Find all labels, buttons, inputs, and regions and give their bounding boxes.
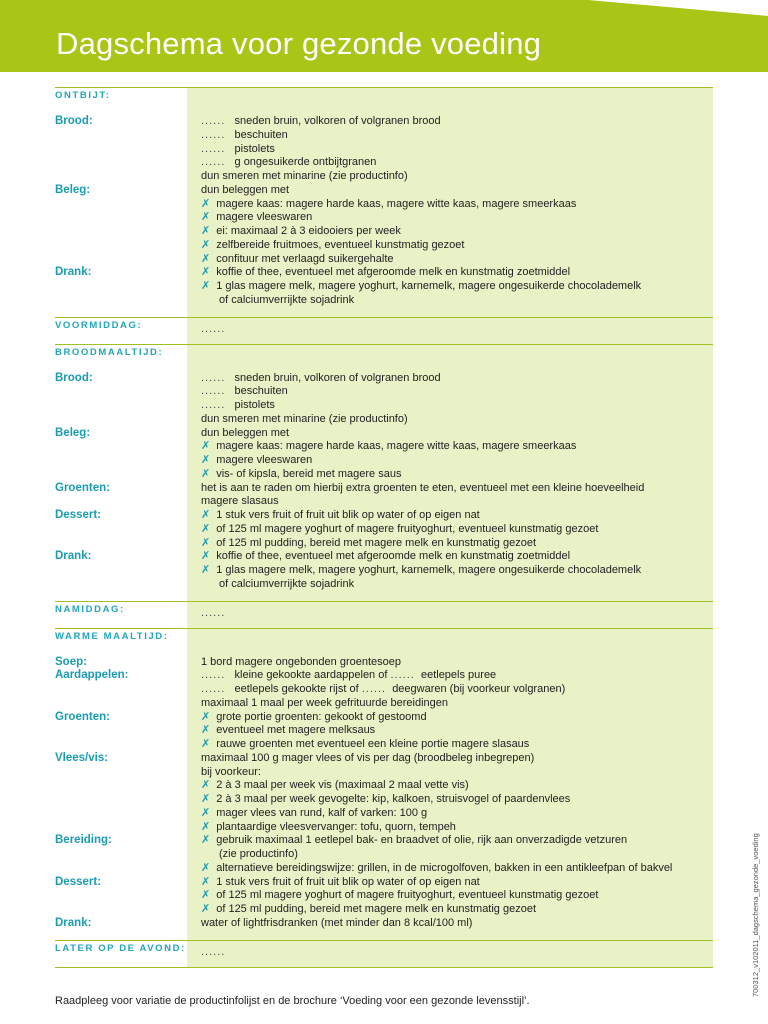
item-text: beschuiten xyxy=(234,385,288,398)
placeholder-dots: ...... xyxy=(201,115,226,127)
item-text: magere vleeswaren xyxy=(216,454,313,466)
list-item xyxy=(201,834,627,847)
list-item xyxy=(201,225,401,238)
check-icon: ✗ xyxy=(201,550,211,563)
item-text: of 125 ml magere yoghurt of magere fruityoghurt, eventueel kunstmatig gezoet xyxy=(216,889,599,902)
section-panel xyxy=(187,602,713,628)
placeholder-dots: ...... xyxy=(201,669,226,682)
check-icon: ✗ xyxy=(201,536,211,549)
list-item xyxy=(201,917,472,930)
row-label: Groenten: xyxy=(55,481,110,494)
item-text: deegwaren (bij voorkeur volgranen) xyxy=(392,683,566,695)
row-label: Bereiding: xyxy=(55,834,112,847)
item-text: 2 à 3 maal per week vis (maximaal 2 maal vette vis) xyxy=(216,779,469,792)
placeholder-dots: ...... xyxy=(201,683,226,695)
list-item xyxy=(201,779,469,792)
item-text: rauwe groenten met eventueel een kleine portie magere slasaus xyxy=(216,738,530,750)
check-icon: ✗ xyxy=(201,225,211,237)
check-icon: ✗ xyxy=(201,710,211,723)
list-item xyxy=(201,537,536,550)
section-rule xyxy=(55,940,713,941)
check-icon: ✗ xyxy=(201,724,211,737)
item-text: koffie of thee, eventueel met afgeroomde melk en kunstmatig zoetmiddel xyxy=(216,550,571,563)
item-text: dun smeren met minarine (zie productinfo) xyxy=(201,170,408,182)
check-icon: ✗ xyxy=(201,454,211,466)
check-icon: ✗ xyxy=(201,266,211,279)
list-item xyxy=(201,669,496,682)
placeholder-dots: ...... xyxy=(201,371,226,384)
item-text: dun smeren met minarine (zie productinfo) xyxy=(201,412,408,425)
section-title: WARME MAALTIJD: xyxy=(55,630,169,642)
row-label: Dessert: xyxy=(55,509,102,521)
item-text: 1 glas magere melk, magere yoghurt, karnemelk, magere ongesuikerde chocolademelk xyxy=(216,564,642,576)
check-icon: ✗ xyxy=(201,820,211,833)
list-item xyxy=(201,683,565,696)
header-notch xyxy=(588,0,768,16)
item-text: magere slasaus xyxy=(201,495,279,508)
list-item xyxy=(201,454,312,467)
section-rule xyxy=(55,87,713,88)
row-label: Brood: xyxy=(55,115,93,127)
item-text: of 125 ml magere yoghurt of magere fruityoghurt, eventueel kunstmatig gezoet xyxy=(216,522,599,535)
check-icon: ✗ xyxy=(201,793,211,805)
item-text: of calciumverrijkte sojadrink xyxy=(219,577,355,590)
gap xyxy=(225,115,234,127)
header-bar xyxy=(0,0,768,72)
item-text: dun beleggen met xyxy=(201,426,290,439)
list-item xyxy=(201,427,289,440)
placeholder-dots: ...... xyxy=(201,156,226,169)
item-text: 1 bord magere ongebonden groentesoep xyxy=(201,655,401,668)
row-label: Dessert: xyxy=(55,875,102,888)
document-code: 700312_v102011_dagschema_gezonde_voeding xyxy=(751,833,760,997)
gap xyxy=(225,143,234,155)
list-item xyxy=(219,294,354,307)
placeholder-dots: ...... xyxy=(201,128,226,141)
section-panel xyxy=(187,941,713,967)
item-text: 1 stuk vers fruit of fruit uit blik op water of op eigen nat xyxy=(216,875,480,888)
item-text: water of lightfrisdranken (met minder dan 8 kcal/100 ml) xyxy=(201,916,473,929)
check-icon: ✗ xyxy=(201,861,211,874)
section-dots: ...... xyxy=(201,322,226,335)
row-label: Drank: xyxy=(55,550,92,563)
section-rule xyxy=(55,628,713,629)
list-item xyxy=(201,413,408,426)
section-title: BROODMAALTIJD: xyxy=(55,346,164,358)
gap xyxy=(225,399,234,411)
section-title: NAMIDDAG: xyxy=(55,603,125,615)
page-title: Dagschema voor gezonde voeding xyxy=(56,26,542,61)
item-text: magere vleeswaren xyxy=(216,211,313,224)
list-item xyxy=(201,862,672,875)
list-item xyxy=(201,509,480,522)
list-item xyxy=(201,184,289,197)
list-item xyxy=(201,889,598,902)
placeholder-dots: ...... xyxy=(201,399,226,411)
check-icon: ✗ xyxy=(201,238,211,251)
list-item xyxy=(201,903,536,916)
section-panel xyxy=(187,318,713,344)
list-item xyxy=(219,578,354,591)
item-text: eetlepels puree xyxy=(420,669,497,682)
item-text: bij voorkeur: xyxy=(201,765,261,778)
list-item xyxy=(201,170,408,183)
check-icon: ✗ xyxy=(201,779,211,792)
list-item xyxy=(201,468,401,481)
item-text: maximaal 1 maal per week gefrituurde bereidingen xyxy=(201,696,449,709)
list-item xyxy=(201,711,427,724)
section-rule xyxy=(55,344,713,345)
list-item xyxy=(201,440,576,453)
list-item xyxy=(201,724,375,737)
check-icon: ✗ xyxy=(201,903,211,915)
list-item xyxy=(219,848,298,861)
item-text: pistolets xyxy=(234,142,275,155)
item-text: kleine gekookte aardappelen of xyxy=(234,669,388,682)
list-item xyxy=(201,495,279,508)
section-rule xyxy=(55,317,713,318)
check-icon: ✗ xyxy=(201,889,211,902)
row-label: Aardappelen: xyxy=(55,669,129,682)
gap xyxy=(225,129,234,141)
section-title: LATER OP DE AVOND: xyxy=(55,942,186,954)
item-text: magere kaas: magere harde kaas, magere witte kaas, magere smeerkaas xyxy=(216,440,577,453)
gap xyxy=(225,156,234,168)
item-text: pistolets xyxy=(234,399,275,411)
section-title: ONTBIJT: xyxy=(55,90,111,101)
list-item xyxy=(201,385,288,398)
list-item xyxy=(201,280,641,293)
item-text: gebruik maximaal 1 eetlepel bak- en braadvet of olie, rijk aan onverzadigde vetzuren xyxy=(216,834,628,847)
list-item xyxy=(201,198,576,211)
list-item xyxy=(201,752,534,765)
item-text: g ongesuikerde ontbijtgranen xyxy=(234,156,377,169)
list-item xyxy=(201,656,401,669)
section-rule xyxy=(55,967,713,968)
list-item xyxy=(201,115,441,128)
item-text: of 125 ml pudding, bereid met magere melk en kunstmatig gezoet xyxy=(216,903,537,915)
check-icon: ✗ xyxy=(201,197,211,210)
list-item xyxy=(201,793,570,806)
list-item xyxy=(201,738,529,751)
check-icon: ✗ xyxy=(201,280,211,292)
item-text: maximaal 100 g mager vlees of vis per dag (broodbeleg inbegrepen) xyxy=(201,751,535,764)
item-text: vis- of kipsla, bereid met magere saus xyxy=(216,467,402,480)
check-icon: ✗ xyxy=(201,806,211,819)
row-label: Soep: xyxy=(55,655,87,668)
gap xyxy=(225,669,234,681)
gap xyxy=(225,683,234,695)
check-icon: ✗ xyxy=(201,564,211,576)
check-icon: ✗ xyxy=(201,509,211,521)
list-item xyxy=(201,550,570,563)
list-item xyxy=(201,399,275,412)
row-label: Drank: xyxy=(55,266,92,279)
row-label: Brood: xyxy=(55,371,93,384)
item-text: (zie productinfo) xyxy=(219,848,298,860)
list-item xyxy=(201,156,376,169)
placeholder-dots: ...... xyxy=(201,142,226,155)
item-text: alternatieve bereidingswijze: grillen, in de microgolfoven, bakken in een antikleefpan of bakvel xyxy=(216,861,673,874)
item-text: koffie of thee, eventueel met afgeroomde melk en kunstmatig zoetmiddel xyxy=(216,266,571,279)
section-dots: ...... xyxy=(201,945,226,958)
item-text: confituur met verlaagd suikergehalte xyxy=(216,252,394,265)
row-label: Vlees/vis: xyxy=(55,751,109,764)
item-text: 1 glas magere melk, magere yoghurt, karnemelk, magere ongesuikerde chocolademelk xyxy=(216,280,642,292)
list-item xyxy=(201,266,570,279)
item-text: of calciumverrijkte sojadrink xyxy=(219,293,355,306)
list-item xyxy=(201,564,641,577)
gap xyxy=(225,372,234,384)
section-dots: ...... xyxy=(201,606,226,619)
row-label: Beleg: xyxy=(55,426,91,439)
item-text: eetlepels gekookte rijst of xyxy=(234,683,359,695)
item-text: sneden bruin, volkoren of volgranen brood xyxy=(234,115,441,127)
item-text: beschuiten xyxy=(234,128,288,141)
row-label: Beleg: xyxy=(55,183,91,196)
placeholder-dots: ...... xyxy=(361,683,387,695)
section-rule xyxy=(55,601,713,602)
item-text: magere kaas: magere harde kaas, magere witte kaas, magere smeerkaas xyxy=(216,197,577,210)
section-title: VOORMIDDAG: xyxy=(55,319,143,331)
gap xyxy=(225,385,234,397)
list-item xyxy=(201,523,598,536)
list-item xyxy=(201,253,394,266)
row-label: Drank: xyxy=(55,916,92,929)
check-icon: ✗ xyxy=(201,522,211,535)
list-item xyxy=(201,766,261,779)
item-text: 2 à 3 maal per week gevogelte: kip, kalkoen, struisvogel of paardenvlees xyxy=(216,793,571,805)
list-item xyxy=(201,876,480,889)
item-text: mager vlees van rund, kalf of varken: 100 g xyxy=(216,806,428,819)
item-text: 1 stuk vers fruit of fruit uit blik op water of op eigen nat xyxy=(216,509,480,521)
check-icon: ✗ xyxy=(201,467,211,480)
item-text: plantaardige vleesvervanger: tofu, quorn, tempeh xyxy=(216,820,456,833)
item-text: eventueel met magere melksaus xyxy=(216,724,376,737)
check-icon: ✗ xyxy=(201,738,211,750)
placeholder-dots: ...... xyxy=(201,385,226,398)
list-item xyxy=(201,372,441,385)
item-text: of 125 ml pudding, bereid met magere melk en kunstmatig gezoet xyxy=(216,536,537,549)
item-text: ei: maximaal 2 à 3 eidooiers per week xyxy=(216,225,401,237)
placeholder-dots: ...... xyxy=(390,669,415,682)
item-text: zelfbereide fruitmoes, eventueel kunstmatig gezoet xyxy=(216,238,465,251)
item-text: het is aan te raden om hierbij extra groenten te eten, eventueel met een kleine hoeveelheid xyxy=(201,481,645,494)
row-label: Groenten: xyxy=(55,710,110,723)
list-item xyxy=(201,697,448,710)
list-item xyxy=(201,807,427,820)
item-text: grote portie groenten: gekookt of gestoomd xyxy=(216,710,427,723)
footer-note: Raadpleeg voor variatie de productinfolijst en de brochure ‘Voeding voor een gezonde levensstijl’. xyxy=(55,995,530,1007)
check-icon: ✗ xyxy=(201,252,211,265)
list-item xyxy=(201,821,456,834)
list-item xyxy=(201,143,275,156)
item-text: sneden bruin, volkoren of volgranen brood xyxy=(234,371,441,384)
item-text: dun beleggen met xyxy=(201,183,290,196)
list-item xyxy=(201,482,644,495)
check-icon: ✗ xyxy=(201,211,211,224)
check-icon: ✗ xyxy=(201,440,211,453)
check-icon: ✗ xyxy=(201,875,211,888)
list-item xyxy=(201,129,288,142)
check-icon: ✗ xyxy=(201,834,211,847)
list-item xyxy=(201,211,312,224)
list-item xyxy=(201,239,464,252)
